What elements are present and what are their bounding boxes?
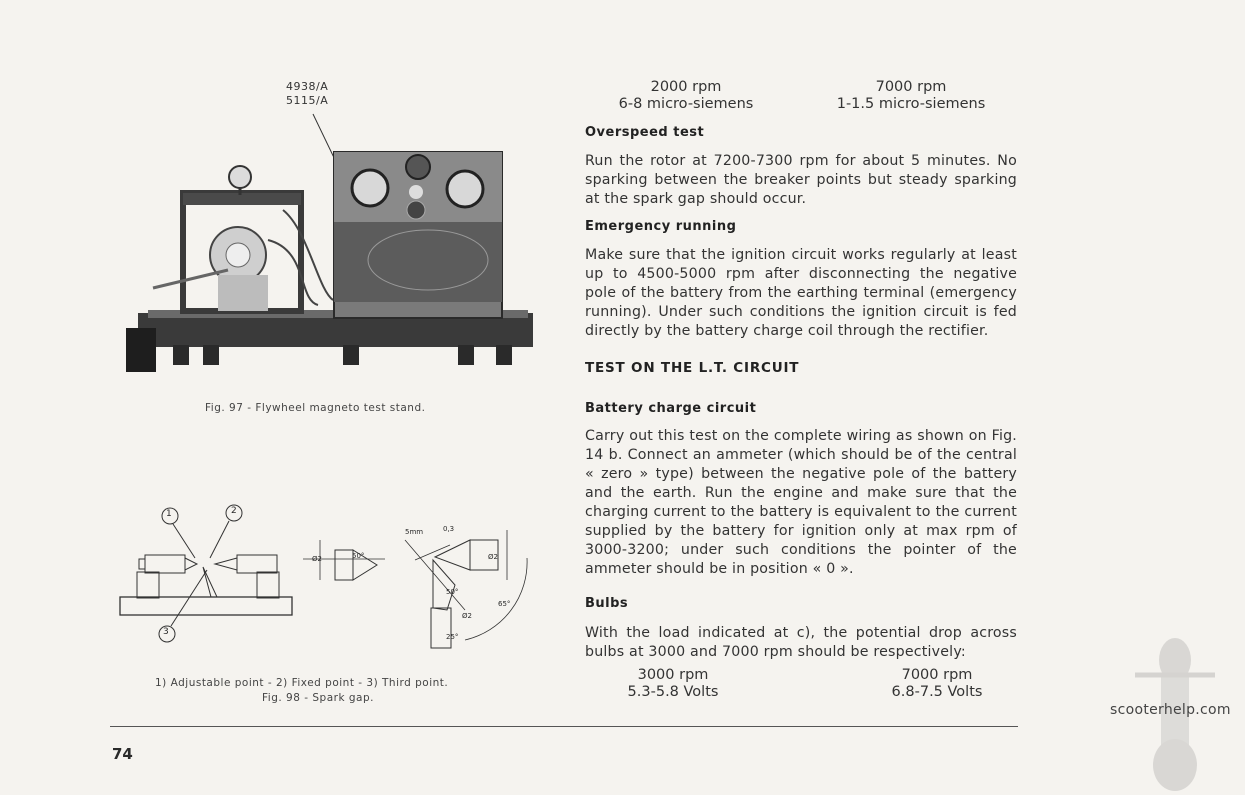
footer-rule [110,726,1018,727]
fig98-dim-angle-left: 50° [352,552,365,560]
fig97-callout-line-2: 5115/A [286,94,329,107]
fig98-marker-1: 1 [166,509,172,519]
top-values-left-rpm: 2000 rpm [650,79,722,95]
overspeed-text: Run the rotor at 7200-7300 rpm for about 5 minutes. No sparking between the breaker points but steady sparking at the spark gap should occur. [585,153,1017,207]
fig98-marker-2: 2 [231,506,237,516]
battery-heading: Battery charge circuit [585,401,757,416]
top-values-right-rpm: 7000 rpm [875,79,947,95]
emergency-text: Make sure that the ignition circuit works regularly at least up to 4500-5000 rpm after disconnecting the negative pole of the battery from the earthing terminal (emergency running). Under such conditions the ignition circuit is fed directly by the battery charge coil through the rectifier. [585,247,1017,339]
bulbs-right-rpm: 7000 rpm [901,667,973,683]
top-values-right-value: 1-1.5 micro-siemens [836,96,986,112]
page-number: 74 [112,745,133,763]
section-title: TEST ON THE L.T. CIRCUIT [585,360,800,376]
overspeed-heading: Overspeed test [585,125,705,140]
fig98-caption-line-2: Fig. 98 - Spark gap. [262,692,374,704]
bulbs-text: With the load indicated at c), the potential drop across bulbs at 3000 and 7000 rpm should be respectively: [585,625,1017,660]
bulbs-values-left [603,667,743,701]
bulbs-values-right [867,667,1007,701]
emergency-heading: Emergency running [585,219,737,234]
bulbs-left-rpm: 3000 rpm [637,667,709,683]
fig98-dim-angle-lower: 50° [446,588,459,596]
fig98-dim-dia-lower: Ø2 [462,612,472,620]
fig98-dim-angle-25: 25° [446,633,459,641]
fig98-dim-angle-65: 65° [498,600,511,608]
fig98-dim-offset: 0,3 [443,525,455,533]
top-values-right [826,79,996,113]
top-values-left-value: 6-8 micro-siemens [618,96,754,112]
fig98-dim-dia-right: Ø2 [488,553,498,561]
fig97-caption: Fig. 97 - Flywheel magneto test stand. [205,402,426,414]
bulbs-heading: Bulbs [585,596,629,611]
fig97-callout-line-1: 4938/A [286,80,329,93]
bulbs-right-value: 6.8-7.5 Volts [891,684,983,700]
fig97-test-stand-photo [118,100,538,380]
fig98-caption-line-1: 1) Adjustable point - 2) Fixed point - 3) Third point. [155,677,449,689]
fig98-spark-gap-diagram [115,500,535,655]
fig98-dim-dia-left: Ø2 [312,555,322,563]
top-values-left [606,79,766,113]
battery-text: Carry out this test on the complete wiring as shown on Fig. 14 b. Connect an ammeter (which should be of the central « zero » type) between the negative pole of the battery and the earth. Run the engine and make sure that the charging current to the battery is equivalent to the current supplied by the battery for ignition only at max rpm of 3000-3200; under such conditions the pointer of the ammeter should be in position « 0 ». [585,428,1017,577]
fig98-dim-gap: 5mm [405,528,424,536]
bulbs-left-value: 5.3-5.8 Volts [627,684,719,700]
fig98-marker-3: 3 [163,627,169,637]
watermark-text: scooterhelp.com [1110,702,1231,718]
